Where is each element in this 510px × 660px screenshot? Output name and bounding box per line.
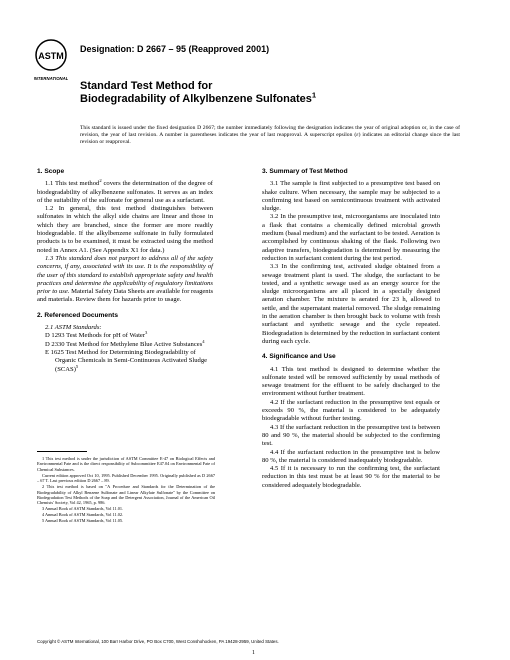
reference-item: E 1625 Test Method for Determining Biodegradability of Organic Chemicals in Semi-Continuous Activated Sludge (SCAS)$^5$ — [45, 348, 208, 373]
footnote: 4 Annual Book of ASTM Standards, Vol 11.02. — [42, 512, 124, 518]
footnote: 1 This test method is under the jurisdiction of ASTM Committee E-47 on Biological Effects and Environmental Fate and is the direct responsibility of Subcommittee E47.04 on Environmental Fate of Chemical Substances. — [37, 456, 215, 472]
title-line-2: Biodegradability of Alkylbenzene Sulfonates$^1$ — [80, 90, 317, 105]
footnotes — [37, 456, 215, 524]
paragraph-4-1: 4.1 This test method is designed to determine whether the sulfonate tested will be removed sufficiently by usual methods of sewage treatment for the effluent to be safely discharged to the environment without further treatment. — [262, 365, 440, 398]
section-heading-scope: 1. Scope — [37, 168, 65, 175]
footnote: 3 Annual Book of ASTM Standards, Vol 11.01. — [42, 506, 124, 512]
reference-item: D 2330 Test Method for Methylene Blue Active Substances$^4$ — [45, 338, 205, 348]
astm-logo — [34, 38, 68, 82]
copyright-notice: Copyright © ASTM International, 100 Barr Harbor Drive, PO Box C700, West Conshohocken, PA 19428-2959, United States. — [37, 639, 279, 644]
subsection-astm-standards: 2.1 ASTM Standards: — [45, 324, 102, 332]
page-title — [80, 80, 316, 106]
paragraph-4-5: 4.5 If it is necessary to run the confirming test, the surfactant reduction in this test must be at least 90 % for the material to be considered adequately biodegradable. — [262, 465, 440, 489]
paragraph-4-2: 4.2 If the surfactant reduction in the presumptive test equals or exceeds 90 %, the material is considered to be adequately biodegradable without further testing. — [262, 398, 440, 423]
section-heading-references: 2. Referenced Documents — [37, 311, 118, 319]
page-number: 1 — [252, 650, 255, 656]
paragraph-3-1: 3.1 The sample is first subjected to a presumptive test based on shake culture. When necessary, the sample may be subjected to a confirming test based on semicontinuous treatment with activated sludge. — [262, 180, 440, 213]
footnote: 2 This test method is based on "A Procedure and Standards for the Determination of the Biodegradability of Alkyl Benzene Sulfonate and Linear Alkylate Sulfonate" by the Committee on Biodegradation Test Methods of the Soap and the Detergent Association, Journal of the American Oil Chemists' Society, Vol 42, 1965, p. 986. — [37, 484, 215, 506]
preamble: This standard is issued under the fixed designation D 2667; the number immediately following the designation indicates the year of original adoption or, in the case of revision, the year of last revision. A number in parentheses indicates the year of last reapproval. A superscript epsilon (ε) indicates an editorial change since the last revision or reapproval. — [80, 125, 460, 145]
left-column — [37, 165, 213, 374]
right-column — [262, 165, 440, 490]
paragraph-4-4: 4.4 If the surfactant reduction in the presumptive test is below 80 %, the material is considered inadequately biodegradable. — [262, 448, 440, 464]
footnote: Current edition approved Oct 10, 1995. Published December 1995. Originally published as D 2667 – 67 T. Last previous edition D 2667 – 89. — [37, 472, 215, 484]
paragraph-3-3: 3.3 In the confirming test, activated sludge obtained from a sewage treatment plant is used. The sludge, the surfactant to be tested, and a synthetic sewage used as an energy source for the sludge microorganisms are all placed in a specially designed aeration chamber. The mixture is aerated for 23 h, allowed to settle, and the supernatant material removed. The sludge remaining in the aeration chamber is then brought back to volume with fresh surfactant and synthetic sewage and the cycle repeated. Biodegradation is determined by the reduction in surfactant content during each cycle. — [262, 263, 440, 345]
svg-text:INTERNATIONAL: INTERNATIONAL — [34, 76, 68, 81]
designation: Designation: D 2667 – 95 (Reapproved 2001) — [80, 44, 270, 54]
footnote: 5 Annual Book of ASTM Standards, Vol 11.05. — [42, 518, 124, 524]
section-heading-summary: 3. Summary of Test Method — [262, 168, 348, 175]
paragraph-1-2: 1.2 In general, this test method distinguishes between sulfonates in which the alkyl side chains are linear and those in which they are branched, since the former are more readily biodegradable. If the alkylbenzene sulfonate in fully formulated products is to be examined, it must be extracted using the method noted in Annex A1. (See Appendix X1 for data.) — [37, 205, 213, 254]
svg-text:ASTM: ASTM — [38, 51, 64, 61]
section-heading-significance: 4. Significance and Use — [262, 353, 336, 361]
paragraph-1-1: 1.1 This test method$^2$ covers the determination of the degree of biodegradability of alkylbenzene sulfonates. It serves as an index of the suitability of the sulfonate for general use as a surfactant. — [37, 178, 213, 204]
footnote-divider — [37, 451, 87, 452]
paragraph-1-3: 1.3 This standard does not purport to address all of the safety concerns, if any, associated with its use. It is the responsibility of the user of this standard to establish appropriate safety and health practices and determine the applicability of regulatory limitations prior to use. Material Safety Data Sheets are available for reagents and materials. Review them for hazards prior to usage. — [37, 254, 214, 304]
paragraph-3-2: 3.2 In the presumptive test, microorganisms are inoculated into a flask that contains a chemically defined microbial growth medium (basal medium) and the surfactant to be tested. Aeration is accomplished by continuous shaking of the flask. Following two adaptive transfers, biodegradation is determined by measuring the reduction in surfactant content during the test period. — [262, 213, 440, 262]
title-line-1: Standard Test Method for — [80, 80, 213, 92]
reference-item: D 1293 Test Methods for pH of Water$^3$ — [45, 330, 148, 340]
paragraph-4-3: 4.3 If the surfactant reduction in the presumptive test is between 80 and 90 %, the material should be subjected to the confirming test. — [262, 423, 440, 448]
